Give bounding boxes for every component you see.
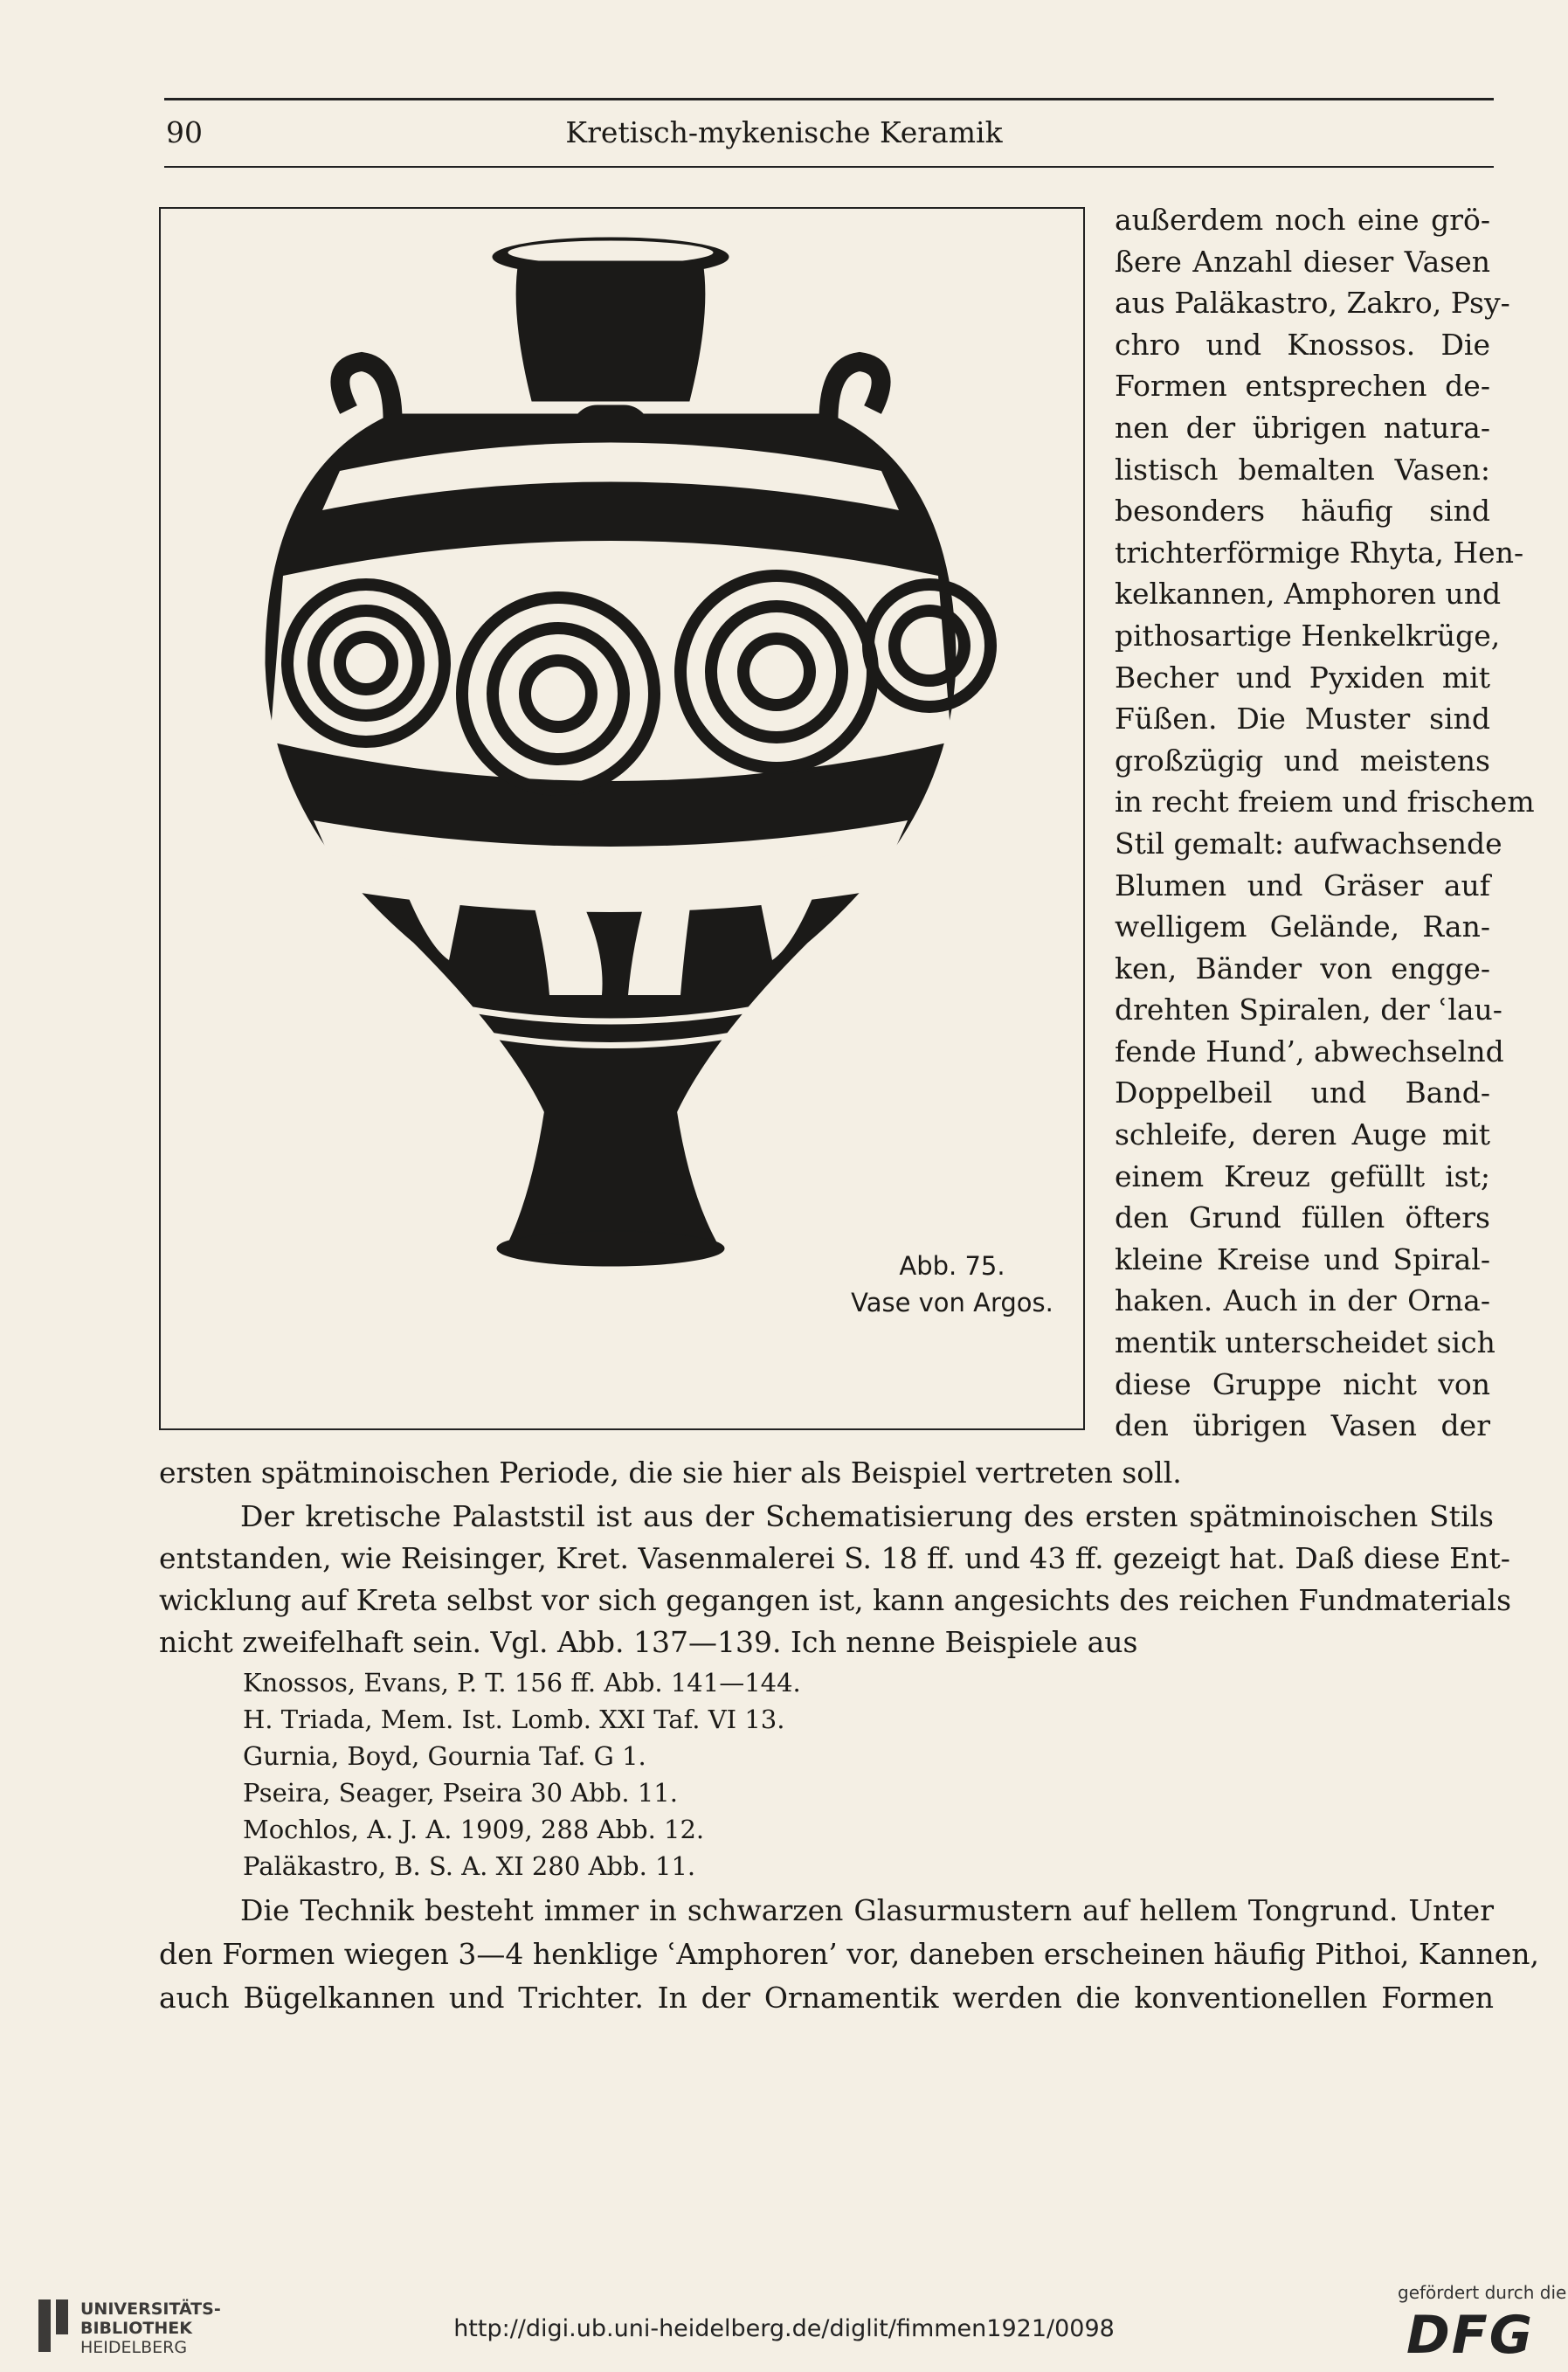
side-line: Formen entsprechen de- (1115, 369, 1490, 404)
side-line: besonders häufig sind (1115, 494, 1490, 529)
header-rule (164, 166, 1494, 168)
side-line: Becher und Pyxiden mit (1115, 660, 1490, 695)
side-line: Blumen und Gräser auf (1115, 868, 1490, 902)
side-line: außerdem noch eine grö- (1115, 203, 1490, 237)
side-line: pithosartige Henkelkrüge, (1115, 618, 1501, 653)
reference-item: Pseira, Seager, Pseira 30 Abb. 11. (243, 1778, 678, 1808)
reference-item: Knossos, Evans, P. T. 156 ff. Abb. 141—144. (243, 1668, 801, 1698)
body-line: nicht zweifelhaft sein. Vgl. Abb. 137—139. Ich nenne Beispiele aus (159, 1625, 1138, 1659)
side-line: trichterförmige Rhyta, Hen- (1115, 535, 1524, 570)
body-line: entstanden, wie Reisinger, Kret. Vasenmalerei S. 18 ff. und 43 ff. gezeigt hat. Daß diese Ent- (159, 1541, 1510, 1575)
body-line: Die Technik besteht immer in schwarzen Glasurmustern auf hellem Tongrund. Unter (240, 1893, 1494, 1927)
figure-frame (159, 207, 1085, 1430)
side-line: aus Paläkastro, Zakro, Psy- (1115, 286, 1510, 321)
side-line: einem Kreuz gefüllt ist; (1115, 1158, 1490, 1193)
side-line: ßere Anzahl dieser Vasen (1115, 244, 1490, 279)
side-line: schleife, deren Auge mit (1115, 1117, 1490, 1152)
figure-caption (839, 1248, 1066, 1321)
body-line: wicklung auf Kreta selbst vor sich gegangen ist, kann angesichts des reichen Fundmaterials (159, 1583, 1512, 1617)
running-title: Kretisch-mykenische Keramik (565, 115, 1003, 149)
side-line: fende Hund’, abwechselnd (1115, 1034, 1504, 1068)
body-line: auch Bügelkannen und Trichter. In der Ornamentik werden die konventionellen Formen (159, 1981, 1494, 2015)
side-line: den Grund füllen öfters (1115, 1200, 1490, 1235)
figure-label: Abb. 75. (899, 1251, 1005, 1281)
body-line: Der kretische Palaststil ist aus der Schematisierung des ersten spätminoischen Stils (240, 1499, 1494, 1533)
reference-item: Mochlos, A. J. A. 1909, 288 Abb. 12. (243, 1815, 705, 1844)
side-line: mentik unterscheidet sich (1115, 1325, 1495, 1360)
side-line: drehten Spiralen, der ʿlau- (1115, 992, 1502, 1027)
figure-title: Vase von Argos. (851, 1288, 1053, 1317)
vase-illustration (161, 209, 1083, 1428)
top-rule (164, 98, 1494, 100)
funding-note: gefördert durch die (1398, 2282, 1567, 2303)
side-line: nen der übrigen natura- (1115, 410, 1490, 445)
side-line: kelkannen, Amphoren und (1115, 577, 1502, 612)
side-line: diese Gruppe nicht von (1115, 1366, 1490, 1401)
side-line: welligem Gelände, Ran- (1115, 909, 1490, 944)
body-line: den Formen wiegen 3—4 henklige ʿAmphoren’ vor, daneben erscheinen häufig Pithoi, Kannen, (159, 1937, 1540, 1971)
side-line: chro und Knossos. Die (1115, 327, 1490, 362)
reference-item: H. Triada, Mem. Ist. Lomb. XXI Taf. VI 13. (243, 1705, 785, 1734)
side-column (1115, 199, 1535, 1447)
side-line: kleine Kreise und Spiral- (1115, 1241, 1490, 1276)
side-line: Doppelbeil und Band- (1115, 1075, 1490, 1110)
source-url[interactable]: http://digi.ub.uni-heidelberg.de/diglit/fimmen1921/0098 (453, 2315, 1115, 2342)
reference-item: Gurnia, Boyd, Gournia Taf. G 1. (243, 1741, 646, 1771)
dfg-logo: DFG (1406, 2305, 1535, 2366)
reference-item: Paläkastro, B. S. A. XI 280 Abb. 11. (243, 1851, 696, 1881)
body-line: ersten spätminoischen Periode, die sie hier als Beispiel vertreten soll. (159, 1456, 1182, 1490)
side-line: listisch bemalten Vasen: (1115, 452, 1490, 487)
library-name: UNIVERSITÄTS- BIBLIOTHEK HEIDELBERG (80, 2299, 221, 2357)
side-line: großzügig und meistens (1115, 743, 1490, 778)
side-line: den übrigen Vasen der (1115, 1408, 1490, 1443)
side-line: Stil gemalt: aufwachsende (1115, 826, 1502, 861)
side-line: in recht freiem und frischem (1115, 785, 1535, 819)
page-number: 90 (166, 115, 203, 149)
side-line: ken, Bänder von engge- (1115, 951, 1490, 985)
side-line: Füßen. Die Muster sind (1115, 702, 1490, 736)
side-line: haken. Auch in der Orna- (1115, 1283, 1490, 1318)
